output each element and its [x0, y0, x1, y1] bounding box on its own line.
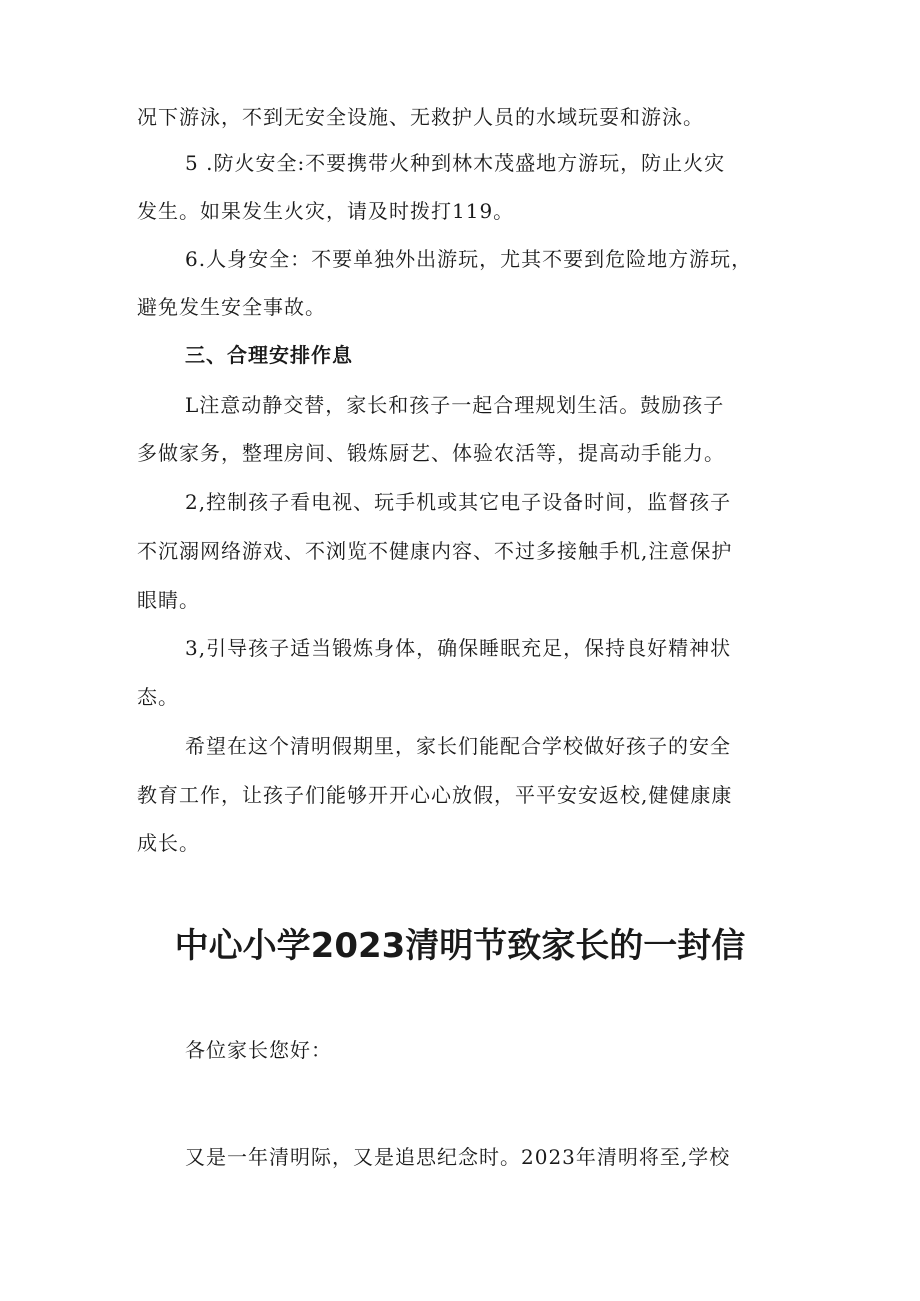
paragraph-line: L注意动静交替，家长和孩子一起合理规划生活。鼓励孩子: [185, 393, 725, 417]
section-heading: 三、合理安排作息: [185, 343, 353, 367]
paragraph-line: 发生。如果发生火灾，请及时拨打119。: [137, 199, 515, 223]
paragraph-line: 态。: [137, 685, 179, 709]
paragraph-line: 又是一年清明际，又是追思纪念时。2023年清明将至,学校: [185, 1145, 731, 1169]
paragraph-line: 成长。: [137, 831, 200, 855]
paragraph-line: 况下游泳，不到无安全设施、无救护人员的水域玩耍和游泳。: [137, 105, 704, 129]
paragraph-line: 3,引导孩子适当锻炼身体，确保睡眠充足，保持良好精神状: [185, 636, 732, 660]
greeting-line: 各位家长您好：: [185, 1038, 332, 1062]
paragraph-line: 2,控制孩子看电视、玩手机或其它电子设备时间，监督孩子: [185, 490, 732, 514]
paragraph-line: 6.人身安全：不要单独外出游玩，尤其不要到危险地方游玩，: [185, 247, 753, 271]
paragraph-line: 希望在这个清明假期里，家长们能配合学校做好孩子的安全: [185, 734, 731, 758]
paragraph-line: 多做家务，整理房间、锻炼厨艺、体验农活等，提高动手能力。: [137, 441, 725, 465]
paragraph-line: 不沉溺网络游戏、不浏览不健康内容、不过多接触手机,注意保护: [137, 539, 733, 563]
paragraph-line: 避免发生安全事故。: [137, 295, 326, 319]
paragraph-line: 5 .防火安全:不要携带火种到林木茂盛地方游玩，防止火灾: [185, 151, 726, 175]
letter-title: 中心小学2023清明节致家长的一封信: [174, 926, 746, 966]
paragraph-line: 眼睛。: [137, 588, 200, 612]
paragraph-line: 教育工作，让孩子们能够开开心心放假，平平安安返校,健健康康: [137, 783, 733, 807]
